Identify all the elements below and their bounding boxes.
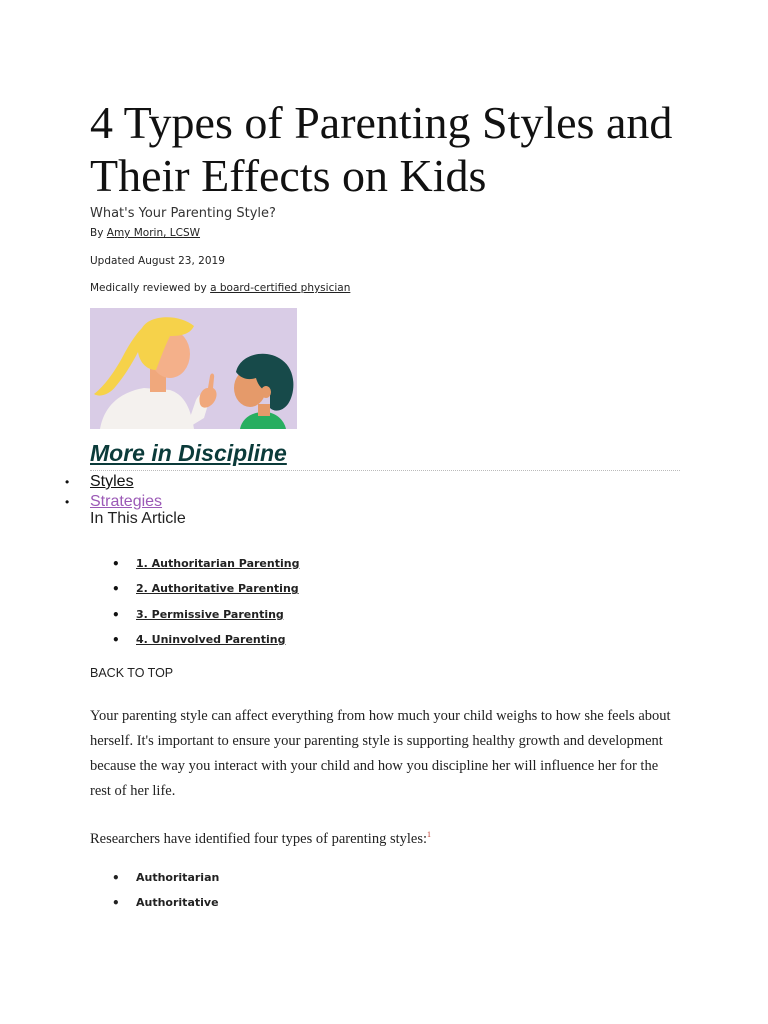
toc-link-authoritarian[interactable]: 1. Authoritarian Parenting xyxy=(136,557,300,570)
toc-item xyxy=(110,606,299,631)
section-divider xyxy=(90,470,680,471)
discipline-links xyxy=(62,472,162,512)
toc-link-authoritative[interactable]: 2. Authoritative Parenting xyxy=(136,582,299,596)
author-link[interactable]: Amy Morin, LCSW xyxy=(106,227,201,239)
list-item xyxy=(62,472,162,492)
bullet-icon: • xyxy=(65,495,70,509)
updated-date: Updated August 23, 2019 xyxy=(90,255,225,267)
list-item xyxy=(62,492,162,512)
type-label: Authoritative xyxy=(136,896,219,909)
reviewed-prefix: Medically reviewed by xyxy=(90,282,207,294)
styles-link[interactable]: Styles xyxy=(90,473,134,490)
list-item xyxy=(110,894,219,919)
article-subtitle: What's Your Parenting Style? xyxy=(90,206,276,221)
bullet-icon: • xyxy=(65,475,70,489)
toc-link-uninvolved[interactable]: 4. Uninvolved Parenting xyxy=(136,632,286,646)
byline xyxy=(90,227,200,239)
back-to-top-link[interactable]: BACK TO TOP xyxy=(90,666,174,680)
in-this-article-heading: In This Article xyxy=(90,510,186,527)
toc-item xyxy=(110,580,299,605)
toc-item xyxy=(110,555,299,580)
table-of-contents xyxy=(110,555,299,656)
toc-link-permissive[interactable]: 3. Permissive Parenting xyxy=(136,607,284,621)
toc-item xyxy=(110,631,299,656)
medical-review xyxy=(90,282,350,294)
list-item xyxy=(110,869,219,894)
bullet-icon: • xyxy=(112,632,120,647)
strategies-link[interactable]: Strategies xyxy=(90,493,163,510)
intro-paragraph: Your parenting style can affect everything from how much your child weighs to how she feels about herself. It's important to ensure your parenting style is supporting healthy growth and development because the way you interact with your child and how you discipline her will influence her for the rest of her life. xyxy=(90,708,671,799)
more-in-discipline-heading[interactable]: More in Discipline xyxy=(90,440,287,466)
parent-scolding-child-illustration xyxy=(90,308,297,429)
article-title: 4 Types of Parenting Styles and Their Effects on Kids xyxy=(90,97,673,201)
byline-prefix: By xyxy=(90,227,104,239)
hero-illustration xyxy=(90,308,297,429)
parenting-types-list xyxy=(110,869,219,919)
reference-marker[interactable]: 1 xyxy=(427,830,432,839)
bullet-icon: • xyxy=(112,582,120,597)
bullet-icon: • xyxy=(112,607,120,622)
styles-intro-text: Researchers have identified four types of parenting styles: xyxy=(90,830,428,847)
bullet-icon: • xyxy=(112,871,120,885)
bullet-icon: • xyxy=(112,557,120,571)
styles-intro-paragraph xyxy=(90,822,680,852)
reviewer-link[interactable]: a board-certified physician xyxy=(210,282,351,294)
bullet-icon: • xyxy=(112,896,120,910)
type-label: Authoritarian xyxy=(136,871,220,884)
